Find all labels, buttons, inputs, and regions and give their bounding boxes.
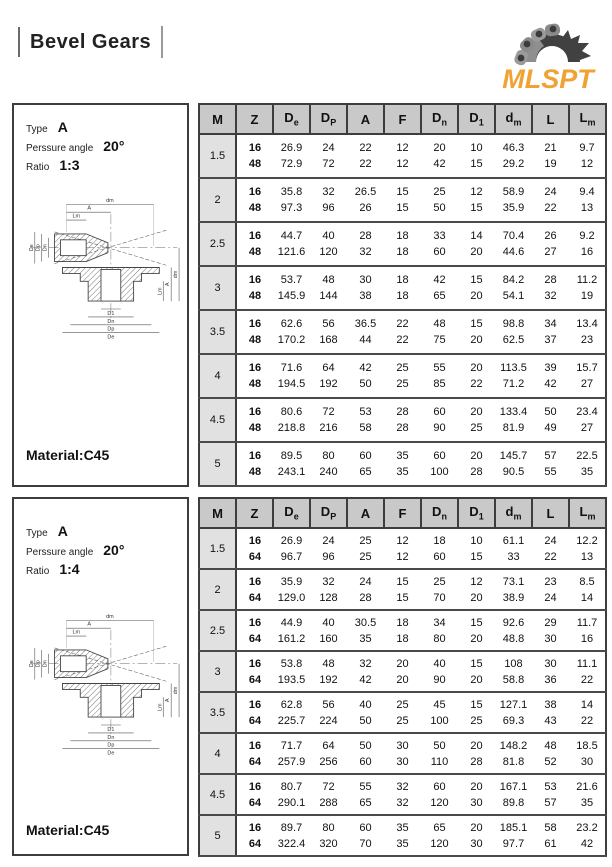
spec-panel-ratio-1-3 [12, 103, 189, 487]
value-cell: 89.5 243.1 [273, 442, 310, 486]
value-cell: 167.1 89.8 [495, 774, 532, 815]
type-label: Type [26, 124, 48, 135]
value-cell: 21 19 [532, 134, 569, 178]
value-cell: 42 50 [347, 354, 384, 398]
value-cell: 48 75 [421, 310, 458, 354]
value-cell: 25 25 [384, 692, 421, 733]
value-cell: 25 70 [421, 569, 458, 610]
dim-label-dn-bottom: Dn [106, 734, 114, 741]
value-cell: 24 22 [532, 178, 569, 222]
value-cell: 16 48 [236, 354, 273, 398]
value-cell: 15 20 [458, 651, 495, 692]
column-header: $d_m$ [495, 104, 532, 134]
value-cell: 50 110 [421, 733, 458, 774]
value-cell: 18 18 [384, 610, 421, 651]
value-cell: 30 38 [347, 266, 384, 310]
pressure-angle-label: Perssure angle [26, 547, 94, 558]
table-row [199, 569, 606, 610]
value-cell: 108 58.8 [495, 651, 532, 692]
value-cell: 30.5 35 [347, 610, 384, 651]
value-cell: 45 100 [421, 692, 458, 733]
spec-block [14, 105, 187, 173]
pressure-angle-value: 20° [103, 138, 125, 154]
value-cell: 23.4 27 [569, 398, 606, 442]
dim-label-de-bottom: De [106, 750, 114, 757]
table-row [199, 310, 606, 354]
value-cell: 40 90 [421, 651, 458, 692]
value-cell: 32 32 [384, 774, 421, 815]
column-header: $d_m$ [495, 498, 532, 528]
value-cell: 60 100 [421, 442, 458, 486]
dim-label-de-left: De [28, 244, 35, 252]
value-cell: 16 64 [236, 651, 273, 692]
table-row [199, 442, 606, 486]
dim-label-dm-top: dm [105, 197, 114, 204]
value-cell: 36.5 44 [347, 310, 384, 354]
column-header: $D_1$ [458, 104, 495, 134]
value-cell: 11.2 19 [569, 266, 606, 310]
table-header-row [199, 498, 606, 528]
dim-label-lm-top: Lm [72, 213, 80, 220]
value-cell: 15 15 [384, 178, 421, 222]
value-cell: 24 72 [310, 134, 347, 178]
table-row [199, 774, 606, 815]
column-header: $D_P$ [310, 104, 347, 134]
value-cell: 26 27 [532, 222, 569, 266]
value-cell: 72 216 [310, 398, 347, 442]
pinion-bore [60, 240, 86, 256]
value-cell: 13.4 23 [569, 310, 606, 354]
value-cell: 61.1 33 [495, 528, 532, 569]
dim-label-a-top: A [86, 205, 91, 212]
value-cell: 16 48 [236, 178, 273, 222]
value-cell: 113.5 71.2 [495, 354, 532, 398]
table-row [199, 266, 606, 310]
dim-label-a-right: A [164, 698, 171, 703]
value-cell: 133.4 81.9 [495, 398, 532, 442]
module-cell: 4.5 [199, 398, 236, 442]
wheel-bore [101, 269, 121, 301]
value-cell: 28 28 [384, 398, 421, 442]
value-cell: 80.6 218.8 [273, 398, 310, 442]
value-cell: 26.9 96.7 [273, 528, 310, 569]
value-cell: 127.1 69.3 [495, 692, 532, 733]
value-cell: 62.8 225.7 [273, 692, 310, 733]
value-cell: 30 30 [384, 733, 421, 774]
value-cell: 15.7 27 [569, 354, 606, 398]
type-value: A [57, 523, 68, 539]
material-note: Material:C45 [26, 822, 110, 838]
pinion-bore [60, 656, 86, 672]
value-cell: 60 120 [421, 774, 458, 815]
dim-label-dp-left: Dp [35, 244, 42, 252]
value-cell: 44.7 121.6 [273, 222, 310, 266]
module-cell: 3.5 [199, 310, 236, 354]
value-cell: 12 15 [458, 178, 495, 222]
value-cell: 10 15 [458, 528, 495, 569]
value-cell: 25 25 [347, 528, 384, 569]
value-cell: 22 22 [384, 310, 421, 354]
wheel-bore [101, 685, 121, 717]
value-cell: 92.6 48.8 [495, 610, 532, 651]
table-row [199, 610, 606, 651]
value-cell: 89.7 322.4 [273, 815, 310, 856]
value-cell: 14 20 [458, 222, 495, 266]
ratio-label: Ratio [26, 162, 50, 173]
value-cell: 73.1 38.9 [495, 569, 532, 610]
column-header: $D_1$ [458, 498, 495, 528]
table-row [199, 354, 606, 398]
column-header: L [532, 104, 569, 134]
value-cell: 53 58 [347, 398, 384, 442]
dim-label-dn-bottom: Dn [106, 318, 114, 325]
value-cell: 16 48 [236, 310, 273, 354]
value-cell: 30 36 [532, 651, 569, 692]
value-cell: 11.1 22 [569, 651, 606, 692]
dim-label-dp-bottom: Dp [106, 742, 114, 749]
dim-label-dm-right: dm [172, 270, 179, 279]
type-label: Type [26, 528, 48, 539]
module-cell: 4 [199, 354, 236, 398]
column-header: $D_e$ [273, 104, 310, 134]
value-cell: 9.2 16 [569, 222, 606, 266]
module-cell: 4.5 [199, 774, 236, 815]
module-cell: 1.5 [199, 134, 236, 178]
value-cell: 55 65 [347, 774, 384, 815]
column-header: $D_n$ [421, 498, 458, 528]
table-row [199, 134, 606, 178]
table-row [199, 692, 606, 733]
value-cell: 70.4 44.6 [495, 222, 532, 266]
value-cell: 145.7 90.5 [495, 442, 532, 486]
value-cell: 16 48 [236, 134, 273, 178]
column-header: F [384, 104, 421, 134]
value-cell: 80 320 [310, 815, 347, 856]
ratio-value: 1:4 [59, 561, 80, 577]
value-cell: 33 60 [421, 222, 458, 266]
value-cell: 16 64 [236, 774, 273, 815]
brand-logo-text: MLSPT [502, 64, 594, 94]
value-cell: 60 65 [347, 442, 384, 486]
value-cell: 15 15 [384, 569, 421, 610]
value-cell: 32 96 [310, 178, 347, 222]
value-cell: 20 42 [421, 134, 458, 178]
pressure-angle-value: 20° [103, 542, 125, 558]
value-cell: 57 55 [532, 442, 569, 486]
module-cell: 2 [199, 569, 236, 610]
table-header-row [199, 104, 606, 134]
value-cell: 12 12 [384, 134, 421, 178]
value-cell: 20 22 [458, 354, 495, 398]
value-cell: 34 80 [421, 610, 458, 651]
dim-label-d1-bottom: D1 [106, 310, 114, 317]
value-cell: 65 120 [421, 815, 458, 856]
pressure-angle-label: Perssure angle [26, 143, 94, 154]
material-note: Material:C45 [26, 447, 110, 463]
dim-label-de-left: De [28, 660, 35, 668]
value-cell: 16 48 [236, 222, 273, 266]
value-cell: 98.8 62.5 [495, 310, 532, 354]
value-cell: 46.3 29.2 [495, 134, 532, 178]
column-header: L [532, 498, 569, 528]
column-header: M [199, 104, 236, 134]
value-cell: 53.8 193.5 [273, 651, 310, 692]
column-header: $L_m$ [569, 498, 606, 528]
table-row [199, 815, 606, 856]
value-cell: 56 168 [310, 310, 347, 354]
spec-panel-ratio-1-4 [12, 497, 189, 856]
value-cell: 53 57 [532, 774, 569, 815]
value-cell: 39 42 [532, 354, 569, 398]
value-cell: 16 48 [236, 398, 273, 442]
dim-label-lm-top: Lm [72, 629, 80, 636]
value-cell: 12 12 [384, 528, 421, 569]
dim-label-dn-left: Dn [42, 244, 49, 252]
value-cell: 16 64 [236, 692, 273, 733]
value-cell: 64 256 [310, 733, 347, 774]
value-cell: 185.1 97.7 [495, 815, 532, 856]
value-cell: 42 65 [421, 266, 458, 310]
dim-label-dn-left: Dn [42, 660, 49, 668]
value-cell: 15 25 [458, 692, 495, 733]
ratio-label: Ratio [26, 566, 50, 577]
module-cell: 2 [199, 178, 236, 222]
column-header: $L_m$ [569, 104, 606, 134]
type-value: A [57, 119, 68, 135]
value-cell: 55 85 [421, 354, 458, 398]
value-cell: 10 15 [458, 134, 495, 178]
value-cell: 71.6 194.5 [273, 354, 310, 398]
value-cell: 20 28 [458, 442, 495, 486]
value-cell: 28 32 [347, 222, 384, 266]
value-cell: 24 96 [310, 528, 347, 569]
value-cell: 15 20 [458, 310, 495, 354]
value-cell: 60 70 [347, 815, 384, 856]
value-cell: 16 64 [236, 528, 273, 569]
title-divider-left [18, 27, 20, 57]
value-cell: 25 25 [384, 354, 421, 398]
value-cell: 80 240 [310, 442, 347, 486]
value-cell: 16 64 [236, 569, 273, 610]
ratio-value: 1:3 [59, 157, 80, 173]
table-row [199, 651, 606, 692]
module-cell: 5 [199, 442, 236, 486]
value-cell: 20 20 [384, 651, 421, 692]
value-cell: 15 20 [458, 610, 495, 651]
table-row [199, 178, 606, 222]
gear-table-ratio-1-3 [198, 103, 607, 487]
value-cell: 38 43 [532, 692, 569, 733]
value-cell: 34 37 [532, 310, 569, 354]
value-cell: 21.6 35 [569, 774, 606, 815]
value-cell: 14 22 [569, 692, 606, 733]
title-divider-right [161, 26, 163, 58]
value-cell: 80.7 290.1 [273, 774, 310, 815]
value-cell: 72 288 [310, 774, 347, 815]
value-cell: 40 120 [310, 222, 347, 266]
value-cell: 23.2 42 [569, 815, 606, 856]
value-cell: 84.2 54.1 [495, 266, 532, 310]
value-cell: 53.7 145.9 [273, 266, 310, 310]
value-cell: 29 30 [532, 610, 569, 651]
value-cell: 23 24 [532, 569, 569, 610]
value-cell: 22 22 [347, 134, 384, 178]
value-cell: 58.9 35.9 [495, 178, 532, 222]
page-header [18, 26, 163, 58]
table-row [199, 398, 606, 442]
value-cell: 28 32 [532, 266, 569, 310]
value-cell: 58 61 [532, 815, 569, 856]
value-cell: 35 35 [384, 815, 421, 856]
module-cell: 3.5 [199, 692, 236, 733]
bevel-gear-drawing [17, 187, 185, 347]
value-cell: 26.9 72.9 [273, 134, 310, 178]
value-cell: 48 52 [532, 733, 569, 774]
dim-label-dm-top: dm [105, 613, 114, 620]
value-cell: 32 42 [347, 651, 384, 692]
gear-table-ratio-1-4 [198, 497, 607, 857]
dim-label-dp-bottom: Dp [106, 326, 114, 333]
value-cell: 50 49 [532, 398, 569, 442]
value-cell: 40 50 [347, 692, 384, 733]
value-cell: 148.2 81.8 [495, 733, 532, 774]
value-cell: 12 20 [458, 569, 495, 610]
value-cell: 26.5 26 [347, 178, 384, 222]
value-cell: 60 90 [421, 398, 458, 442]
column-header: A [347, 498, 384, 528]
value-cell: 20 25 [458, 398, 495, 442]
value-cell: 8.5 14 [569, 569, 606, 610]
value-cell: 20 30 [458, 815, 495, 856]
value-cell: 50 60 [347, 733, 384, 774]
value-cell: 18 18 [384, 222, 421, 266]
value-cell: 12.2 13 [569, 528, 606, 569]
value-cell: 71.7 257.9 [273, 733, 310, 774]
value-cell: 24 28 [347, 569, 384, 610]
column-header: Z [236, 104, 273, 134]
value-cell: 15 20 [458, 266, 495, 310]
value-cell: 24 22 [532, 528, 569, 569]
column-header: F [384, 498, 421, 528]
bevel-gear-drawing [17, 603, 185, 763]
dim-label-d1-bottom: D1 [106, 726, 114, 733]
table-row [199, 733, 606, 774]
value-cell: 25 50 [421, 178, 458, 222]
value-cell: 35.8 97.3 [273, 178, 310, 222]
value-cell: 44.9 161.2 [273, 610, 310, 651]
module-cell: 5 [199, 815, 236, 856]
module-cell: 4 [199, 733, 236, 774]
brand-logo [490, 10, 606, 94]
page-title: Bevel Gears [30, 30, 152, 53]
dim-label-dp-left: Dp [35, 660, 42, 668]
value-cell: 48 192 [310, 651, 347, 692]
value-cell: 22.5 35 [569, 442, 606, 486]
value-cell: 16 64 [236, 610, 273, 651]
dim-label-a-right: A [164, 282, 171, 287]
value-cell: 64 192 [310, 354, 347, 398]
value-cell: 16 64 [236, 733, 273, 774]
table-row [199, 222, 606, 266]
column-header: $D_n$ [421, 104, 458, 134]
value-cell: 20 30 [458, 774, 495, 815]
module-cell: 3 [199, 651, 236, 692]
table-row [199, 528, 606, 569]
value-cell: 18 18 [384, 266, 421, 310]
dim-label-de-bottom: De [106, 334, 114, 341]
column-header: Z [236, 498, 273, 528]
dim-label-a-top: A [86, 621, 91, 628]
dim-label-lm-right: Lm [156, 287, 163, 295]
value-cell: 9.7 12 [569, 134, 606, 178]
dim-label-lm-right: Lm [156, 703, 163, 711]
value-cell: 56 224 [310, 692, 347, 733]
column-header: M [199, 498, 236, 528]
value-cell: 16 48 [236, 442, 273, 486]
module-cell: 2.5 [199, 610, 236, 651]
value-cell: 16 64 [236, 815, 273, 856]
module-cell: 2.5 [199, 222, 236, 266]
value-cell: 32 128 [310, 569, 347, 610]
value-cell: 35.9 129.0 [273, 569, 310, 610]
module-cell: 1.5 [199, 528, 236, 569]
module-cell: 3 [199, 266, 236, 310]
spec-block [14, 499, 187, 577]
value-cell: 9.4 13 [569, 178, 606, 222]
value-cell: 11.7 16 [569, 610, 606, 651]
value-cell: 18.5 30 [569, 733, 606, 774]
value-cell: 20 28 [458, 733, 495, 774]
value-cell: 16 48 [236, 266, 273, 310]
value-cell: 18 60 [421, 528, 458, 569]
column-header: A [347, 104, 384, 134]
value-cell: 62.6 170.2 [273, 310, 310, 354]
column-header: $D_e$ [273, 498, 310, 528]
value-cell: 48 144 [310, 266, 347, 310]
column-header: $D_P$ [310, 498, 347, 528]
value-cell: 40 160 [310, 610, 347, 651]
dim-label-dm-right: dm [172, 686, 179, 695]
value-cell: 35 35 [384, 442, 421, 486]
